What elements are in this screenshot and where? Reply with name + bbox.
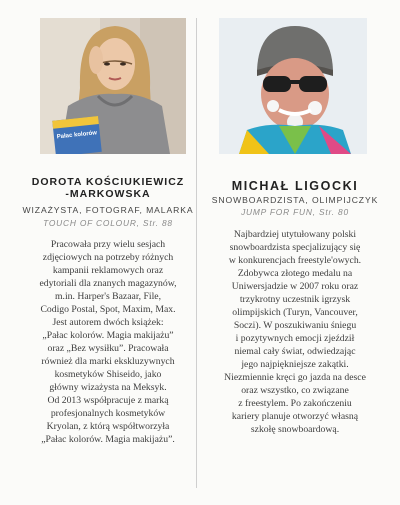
bio-line: kosmetyków Shiseido, jako: [54, 369, 162, 380]
bio-line: trzykrotny uczestnik igrzysk: [239, 294, 351, 305]
bio-line: i pozytywnych emocji zjeździł: [235, 333, 355, 344]
bio-line: snowboardzista specjalizujący się: [229, 242, 361, 253]
bio-line: w konkurencjach freestyle'owych.: [228, 255, 362, 266]
bio-line: Kryolan, z którą współtworzyła: [46, 421, 170, 432]
bio-line: Od 2013 współpracuje z marką: [47, 395, 169, 406]
bio-line: Jest autorem dwóch książek:: [52, 317, 164, 328]
bio-line: również dla marki ekskluzywnych: [41, 356, 175, 367]
bio-line: Najbardziej utytułowany polski: [233, 229, 357, 240]
portrait-photo-dorota: [40, 18, 186, 154]
portrait-photo-michal: [219, 18, 367, 154]
bio-line: Pracowała przy wielu sesjach: [50, 239, 166, 250]
bio-line: szkołę snowboardową.: [250, 424, 340, 435]
article-reference: JUMP FOR FUN, Str. 80: [241, 207, 349, 217]
person-name: MICHAŁ LIGOCKI: [231, 179, 359, 193]
bio-line: kariery planuje otworzyć własną: [231, 411, 359, 422]
bio-line: zdjęciowych na potrzeby różnych: [42, 252, 174, 263]
bio-line: niemal cały świat, odwiedzając: [234, 346, 356, 357]
bio-line: Soczi). W poszukiwaniu śniegu: [233, 320, 357, 331]
person-name-line2: -MARKOWSKA: [65, 188, 151, 200]
bio-line: jego najpiękniejsze zakątki.: [241, 359, 349, 370]
bio-text: [18, 238, 198, 446]
bio-line: m.in. Harper's Bazaar, File,: [55, 291, 161, 302]
bio-line: „Pałac kolorów. Magia makijażu”: [42, 330, 174, 341]
person-role: WIZAŻYSTA, FOTOGRAF, MALARKA: [22, 205, 194, 215]
person-role: SNOWBOARDZISTA, OLIMPIJCZYK: [211, 195, 379, 205]
bio-line: Uniwersjadzie w 2007 roku oraz: [231, 281, 359, 292]
bio-line: z freestylem. Po zakończeniu: [238, 398, 352, 409]
bio-line: oraz wszystko, co związane: [241, 385, 349, 396]
bio-line: Codigo Postal, Spot, Maxim, Max.: [40, 304, 176, 315]
bio-line: główny wizażysta na Meksyk.: [49, 382, 167, 393]
person-name-line1: DOROTA KOŚCIUKIEWICZ: [31, 176, 185, 188]
bio-line: olimpijskich (Turyn, Vancouver,: [232, 307, 358, 318]
bio-line: profesjonalnych kosmetyków: [50, 408, 166, 419]
bio-line: Zdobywca złotego medalu na: [237, 268, 353, 279]
bio-line: „Pałac kolorów. Magia makijażu”.: [41, 434, 175, 445]
bio-line: Niezmiennie kręci go jazda na desce: [224, 372, 366, 383]
bio-line: edytoriali dla znanych magazynów,: [39, 278, 177, 289]
book-cover-text: Pałac kolorów: [56, 130, 98, 141]
bio-line: kampanii reklamowych oraz: [52, 265, 164, 276]
article-reference: TOUCH OF COLOUR, Str. 88: [43, 218, 173, 228]
bio-line: oraz „Bez wysiłku”. Pracowała: [47, 343, 169, 354]
bio-text: [205, 228, 385, 436]
